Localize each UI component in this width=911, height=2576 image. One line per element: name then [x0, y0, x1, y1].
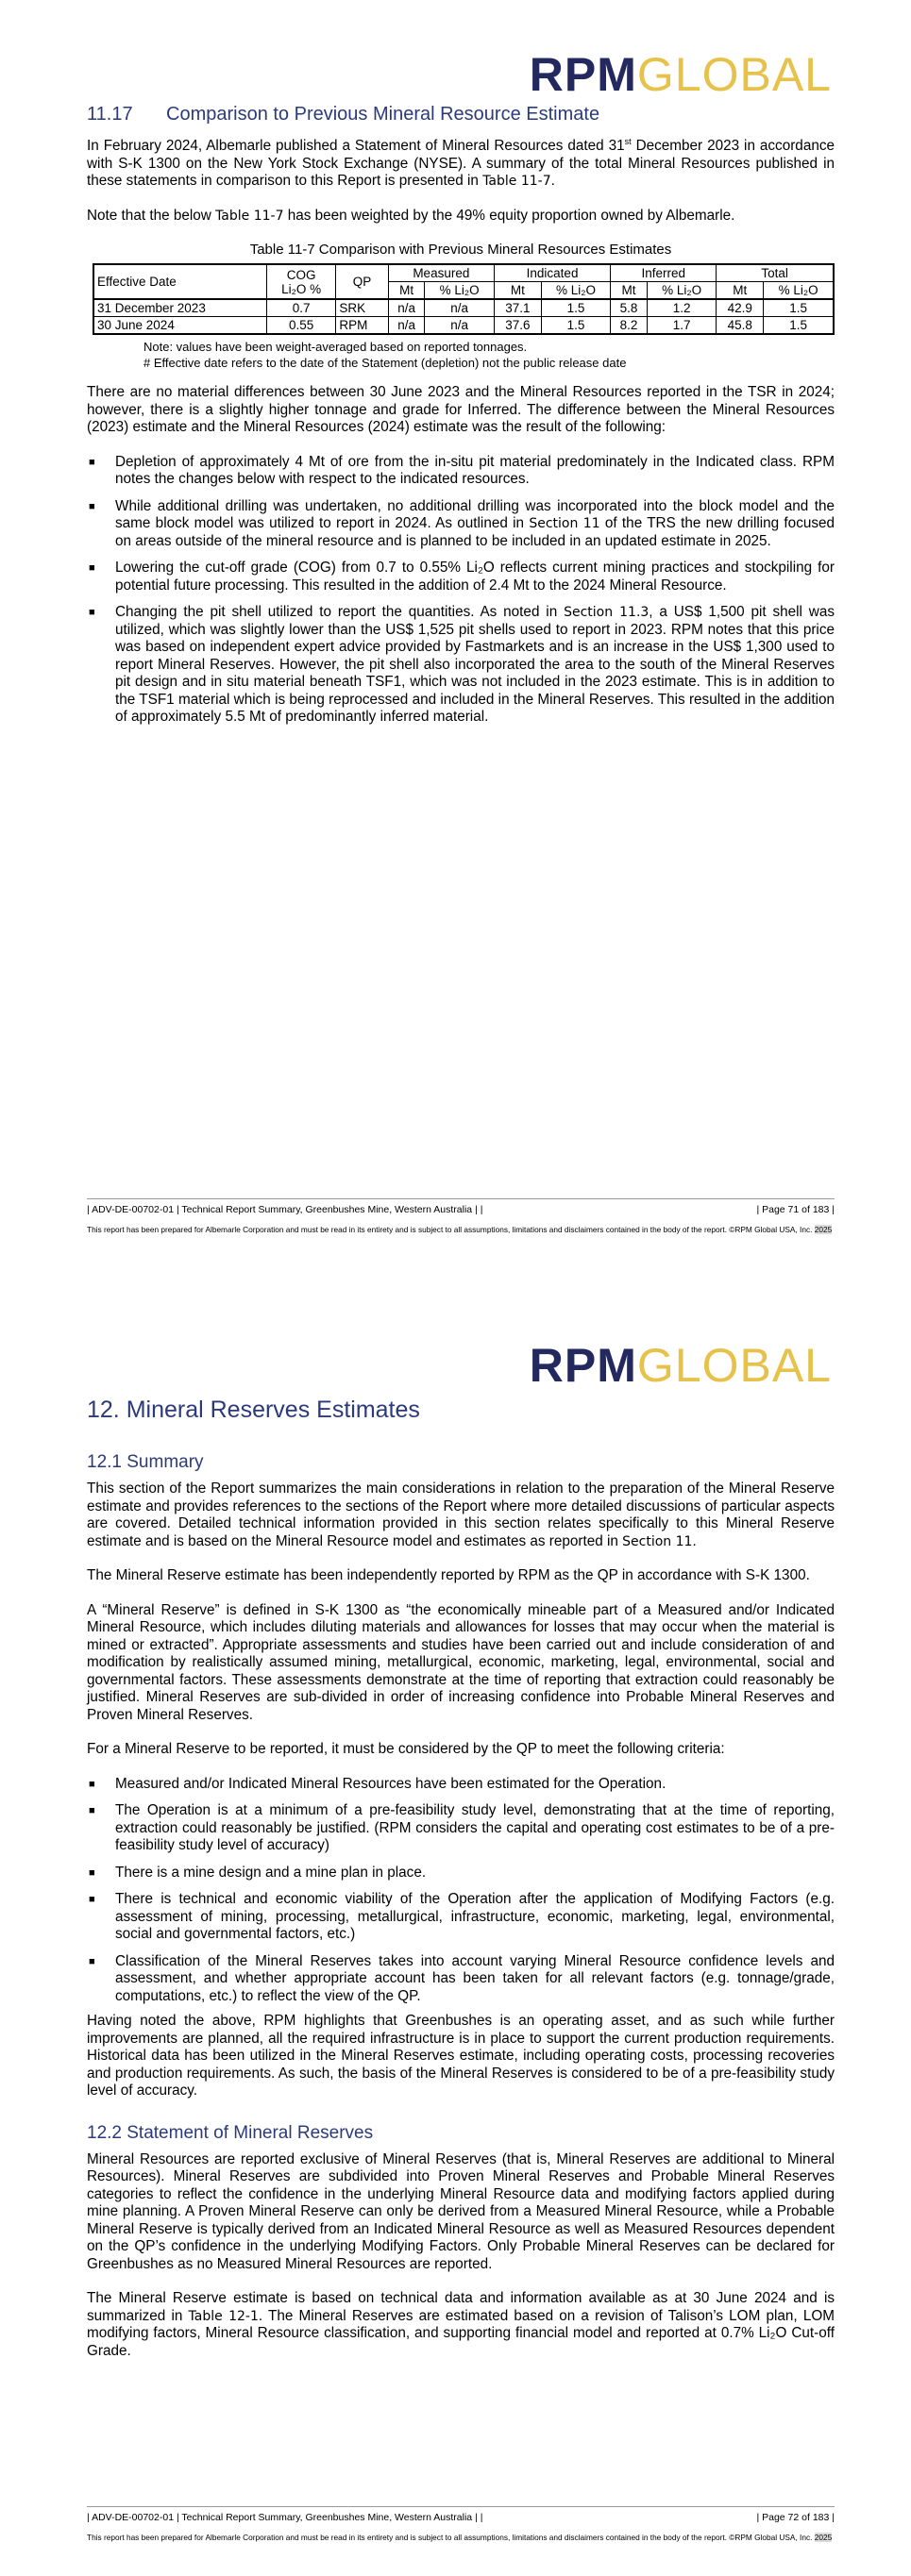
rpm-global-logo: RPMGLOBAL — [529, 48, 832, 101]
page-71-content — [87, 104, 835, 736]
disclaimer: This report has been prepared for Albemarle Corporation and must be read in its entirety and is subject to all assumptions, limitations and disclaimers contained in the body of the report. ©RPM Global USA, Inc. 2025 — [87, 1225, 833, 1234]
list-item: ■ There is a mine design and a mine plan in place. — [89, 1864, 427, 1881]
definition-paragraph: A “Mineral Reserve” is defined in S-K 1300 as “the economically mineable part of a Measured and/or Indicated Mineral Resource, which includes diluting materials and allowances for losses that may occur when the material is mined or extracted”. Appropriate assessments and studies have been carried out and include consideration of and modification by realistically assumed mining, metallurgical, economic, marketing, legal, environmental, social and governmental factors. These assessments demonstrate at the time of reporting that extraction could reasonably be justified. Mineral Reserves are sub-divided in order of increasing confidence into Probable Mineral Reserves and Proven Mineral Reserves. — [87, 1601, 835, 1723]
bullet-icon: ■ — [89, 562, 95, 575]
page-footer: | ADV-DE-00702-01 | Technical Report Summary, Greenbushes Mine, Western Australia | | | Page 72 of 183 | — [87, 2512, 835, 2523]
list-item: ■ There is technical and economic viability of the Operation after the application of Modifying Factors (e.g. assessment of mining, processing, metallurgical, infrastructure, economic, marketing, legal, environmental, social and governmental factors, etc.) — [89, 1891, 835, 1942]
header-inferred: Inferred — [611, 264, 717, 282]
differences-paragraph: There are no material differences between 30 June 2023 and the Mineral Resources reported in the TSR in 2024; however, there is a slightly higher tonnage and grade for Inferred. The difference between the Mineral Resources (2023) estimate and the Mineral Resources (2024) estimate was the result of the following: — [87, 384, 835, 436]
list-item: ■ Measured and/or Indicated Mineral Resources have been estimated for the Operation. — [89, 1775, 666, 1792]
section-heading-statement: 12.2 Statement of Mineral Reserves — [87, 2122, 374, 2143]
note-paragraph: Note that the below Table 11-7 has been weighted by the 49% equity proportion owned by Albemarle. — [87, 207, 735, 224]
summary-paragraph: This section of the Report summarizes the main considerations in relation to the preparation of the Mineral Reserve estimate and provides references to the sections of the Report where more detailed discussions of particular aspects are covered. Detailed technical information provided in this section relates specifically to this Mineral Reserve estimate and is based on the Mineral Resource model and estimates as reported in Section 11. — [87, 1480, 835, 1549]
section-reference[interactable]: Section 11 — [622, 1533, 693, 1549]
footer-divider — [87, 1198, 835, 1199]
page-72-content — [87, 1397, 835, 2360]
list-item: ■ Changing the pit shell utilized to report the quantities. As noted in Section 11.3, a US$ 1,500 pit shell was utilized, which was slightly lower than the US$ 1,525 pit shells used to report in 2023. RPM notes that this price was based on independent expert advice provided by Fastmarkets and is an increase in the US$ 1,300 used to report Mineral Reserves. However, the pit shell also incorporated the area to the south of the Mineral Reserves pit design and in situ material beneath TSF1, which was not included in the 2023 estimate. This is in addition to the TSF1 material which is being reprocessed and included in the Mineral Reserves. This resulted in the addition of approximately 5.5 Mt of predominantly inferred material. — [89, 604, 835, 726]
section-reference[interactable]: Section 11 — [529, 516, 600, 532]
page-72 — [0, 1274, 911, 2576]
chapter-heading: 12. Mineral Reserves Estimates — [87, 1397, 420, 1423]
subheader-grade: % Li₂O — [647, 282, 716, 300]
header-measured: Measured — [388, 264, 494, 282]
table-reference[interactable]: Table 11-7 — [215, 208, 284, 224]
header-qp: QP — [336, 264, 388, 299]
bullet-icon: ■ — [89, 1866, 95, 1879]
list-item: ■ Classification of the Mineral Reserves takes into account varying Mineral Resource confidence levels and assessment, and whether appropriate account has been taken for all relevant factors (e.g. tonnage/grade, computations, etc.) to reflect the view of the QP. — [89, 1952, 835, 2004]
bullet-icon: ■ — [89, 500, 95, 512]
table-notes: Note: values have been weight-averaged based on reported tonnages. # Effective date refers to the date of the Statement (depletion) not the public release date — [143, 340, 627, 371]
criteria-intro: For a Mineral Reserve to be reported, it must be considered by the QP to meet the following criteria: — [87, 1741, 725, 1757]
subheader-grade: % Li₂O — [764, 282, 834, 300]
summary-paragraph: The Mineral Reserve estimate has been independently reported by RPM as the QP in accordance with S-K 1300. — [87, 1567, 810, 1583]
bullet-icon: ■ — [89, 607, 95, 619]
list-item: ■ Lowering the cut-off grade (COG) from 0.7 to 0.55% Li₂O reflects current mining practices and stockpiling for potential future processing. This resulted in the addition of 2.4 Mt to the 2024 Mineral Resource. — [89, 560, 835, 594]
section-heading-summary: 12.1 Summary — [87, 1452, 204, 1472]
statement-paragraph: Mineral Resources are reported exclusive of Mineral Reserves (that is, Mineral Reserves are additional to Mineral Resources). Mineral Reserves are subdivided into Proven Mineral Reserves and Probable Mineral Reserves categories to reflect the confidence in the underlying Mineral Resource data and modifying factors applied during mine planning. A Proven Mineral Reserve can only be derived from a Measured Mineral Resource, while a Probable Mineral Reserve is typically derived from an Indicated Mineral Resource as well as Measured Resources dependent on the QP’s confidence in the underlying Modifying Factors. Only Probable Mineral Reserves can be declared for Greenbushes as no Measured Mineral Resources are reported. — [87, 2150, 835, 2272]
header-total: Total — [717, 264, 834, 282]
subheader-mt: Mt — [611, 282, 648, 300]
differences-list — [87, 454, 835, 727]
bullet-icon: ■ — [89, 1805, 95, 1816]
header-effective-date: Effective Date — [93, 264, 266, 299]
bullet-icon: ■ — [89, 456, 95, 468]
subheader-grade: % Li₂O — [541, 282, 610, 300]
summary-paragraph: Having noted the above, RPM highlights that Greenbushes is an operating asset, and as such while further improvements are planned, all the required infrastructure is in place to support the current production requirements. Historical data has been utilized in the Mineral Reserves estimate, including operating costs, processing recoveries and production requirements. As such, the basis of the Mineral Reserves is considered to be of a pre-feasibility study level of accuracy. — [87, 2013, 835, 2099]
table-caption: Table 11-7 Comparison with Previous Mineral Resources Estimates — [249, 242, 672, 259]
list-item: ■ While additional drilling was undertaken, no additional drilling was incorporated into the block model and the same block model was utilized to report in 2024. As outlined in Section 11 of the TRS the new drilling focused on areas outside of the mineral resource and is planned to be included in an updated estimate in 2025. — [89, 497, 835, 549]
list-item: ■ The Operation is at a minimum of a pre-feasibility study level, demonstrating that at the time of reporting, extraction could reasonably be justified. (RPM considers the capital and operating cost estimates to be of a pre-feasibility study level of accuracy) — [89, 1802, 835, 1853]
subheader-mt: Mt — [494, 282, 541, 300]
page-71 — [0, 0, 911, 1274]
page-number: | Page 72 of 183 | — [756, 2512, 835, 2523]
section-heading: 11.17 Comparison to Previous Mineral Resource Estimate — [87, 104, 600, 125]
disclaimer: This report has been prepared for Albemarle Corporation and must be read in its entirety and is subject to all assumptions, limitations and disclaimers contained in the body of the report. ©RPM Global USA, Inc. 2025 — [87, 2533, 833, 2542]
statement-paragraph: The Mineral Reserve estimate is based on technical data and information available as at 30 June 2024 and is summarized in Table 12-1. The Mineral Reserves are estimated based on a revision of Talison’s LOM plan, LOM modifying factors, Mineral Resource classification, and supporting financial model and reported at 0.7% Li₂O Cut-off Grade. — [87, 2290, 835, 2359]
header-cog: COG Li₂O % — [266, 264, 335, 299]
page-footer: | ADV-DE-00702-01 | Technical Report Summary, Greenbushes Mine, Western Australia | | | Page 71 of 183 | — [87, 1204, 835, 1215]
table-reference[interactable]: Table 12-1 — [188, 2308, 259, 2324]
subheader-mt: Mt — [717, 282, 764, 300]
table-header-row — [93, 264, 834, 282]
comparison-table — [93, 263, 835, 335]
page-number: | Page 71 of 183 | — [756, 1204, 835, 1215]
footer-divider — [87, 2506, 835, 2507]
list-item: ■ Depletion of approximately 4 Mt of ore from the in-situ pit material predominately in the Indicated class. RPM notes the changes below with respect to the indicated resources. — [89, 453, 835, 488]
bullet-icon: ■ — [89, 1778, 95, 1790]
criteria-list — [87, 1776, 835, 2006]
section-reference[interactable]: Section 11.3 — [564, 605, 650, 621]
header-indicated: Indicated — [494, 264, 610, 282]
rpm-global-logo: RPMGLOBAL — [529, 1339, 832, 1392]
table-row: 31 December 2023 0.7 SRK n/a n/a 37.1 1.5 5.8 1.2 42.9 1.5 — [93, 299, 834, 317]
table-reference[interactable]: Table 11-7 — [482, 174, 551, 190]
intro-paragraph: In February 2024, Albemarle published a Statement of Mineral Resources dated 31st December 2023 in accordance with S-K 1300 on the New York Stock Exchange (NYSE). A summary of the total Mineral Resources published in these statements in comparison to this Report is presented in Table 11-7. — [87, 137, 835, 190]
subheader-grade: % Li₂O — [425, 282, 494, 300]
bullet-icon: ■ — [89, 1955, 95, 1967]
bullet-icon: ■ — [89, 1894, 95, 1905]
subheader-mt: Mt — [388, 282, 425, 300]
table-row: 30 June 2024 0.55 RPM n/a n/a 37.6 1.5 8.2 1.7 45.8 1.5 — [93, 317, 834, 335]
